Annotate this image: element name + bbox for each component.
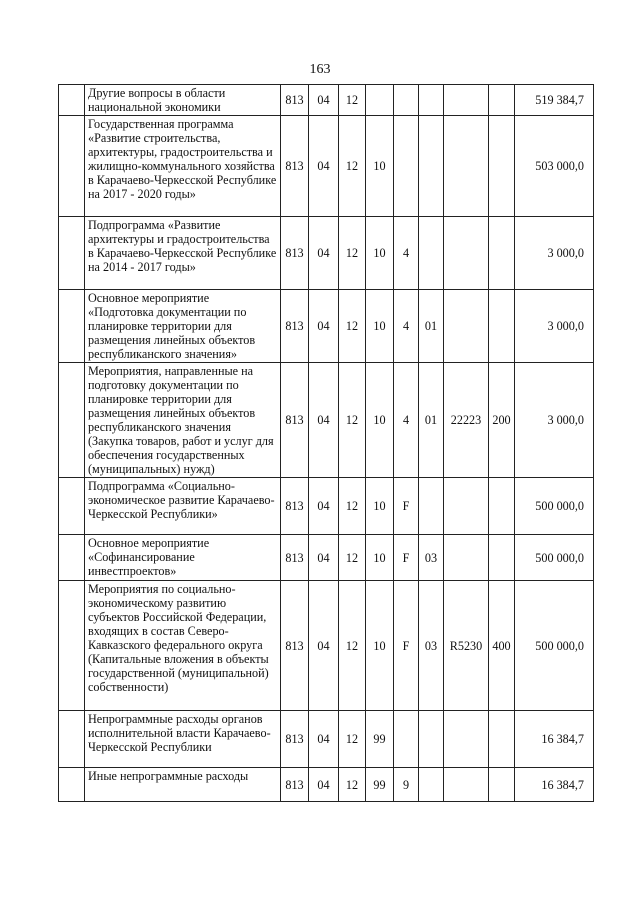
table-row — [59, 116, 594, 217]
subprogram-code-cell: 4 — [394, 363, 419, 478]
page-number: 163 — [309, 62, 331, 77]
ministry-code-cell: 813 — [281, 711, 309, 768]
row-number-cell — [59, 290, 85, 363]
section-code-cell: 04 — [309, 363, 339, 478]
amount-cell: 519 384,7 — [515, 85, 594, 116]
item-name-cell: Основное мероприятие «Подготовка документации по планировке территории для размещения линейных объектов республиканского значения» — [85, 290, 281, 363]
expense-type-cell — [489, 768, 515, 802]
table-row — [59, 85, 594, 116]
direction-code-cell — [444, 85, 489, 116]
item-name-cell: Мероприятия по социально-экономическому развитию субъектов Российской Федерации, входящих в состав Северо-Кавказского федерального округа (Капитальные вложения в объекты государственной (муниципальной) собственности) — [85, 581, 281, 711]
amount-cell: 503 000,0 — [515, 116, 594, 217]
table-row — [59, 217, 594, 290]
subsection-code-cell: 12 — [339, 478, 366, 535]
expense-type-cell — [489, 85, 515, 116]
ministry-code-cell: 813 — [281, 290, 309, 363]
amount-cell: 16 384,7 — [515, 768, 594, 802]
subprogram-code-cell — [394, 116, 419, 217]
direction-code-cell: R5230 — [444, 581, 489, 711]
table-body — [59, 85, 594, 802]
item-name-cell: Подпрограмма «Социально-экономическое развитие Карачаево-Черкесской Республики» — [85, 478, 281, 535]
row-number-cell — [59, 535, 85, 581]
direction-code-cell — [444, 116, 489, 217]
expense-type-cell: 200 — [489, 363, 515, 478]
subsection-code-cell: 12 — [339, 363, 366, 478]
subsection-code-cell: 12 — [339, 217, 366, 290]
event-code-cell — [419, 478, 444, 535]
expense-type-cell — [489, 116, 515, 217]
row-number-cell — [59, 85, 85, 116]
subprogram-code-cell — [394, 85, 419, 116]
subsection-code-cell: 12 — [339, 535, 366, 581]
program-code-cell: 10 — [366, 116, 394, 217]
program-code-cell: 10 — [366, 535, 394, 581]
item-name-cell: Основное мероприятие «Софинансирование инвестпроектов» — [85, 535, 281, 581]
amount-cell: 500 000,0 — [515, 581, 594, 711]
program-code-cell: 10 — [366, 363, 394, 478]
program-code-cell: 10 — [366, 217, 394, 290]
subprogram-code-cell: F — [394, 478, 419, 535]
event-code-cell — [419, 85, 444, 116]
direction-code-cell — [444, 768, 489, 802]
item-name-cell: Иные непрограммные расходы — [85, 768, 281, 802]
subprogram-code-cell: 9 — [394, 768, 419, 802]
expense-type-cell — [489, 217, 515, 290]
subsection-code-cell: 12 — [339, 711, 366, 768]
program-code-cell — [366, 85, 394, 116]
item-name-cell: Подпрограмма «Развитие архитектуры и градостроительства в Карачаево-Черкесской Республике на 2014 - 2017 годы» — [85, 217, 281, 290]
event-code-cell: 03 — [419, 535, 444, 581]
ministry-code-cell: 813 — [281, 581, 309, 711]
program-code-cell: 10 — [366, 478, 394, 535]
ministry-code-cell: 813 — [281, 116, 309, 217]
subprogram-code-cell: F — [394, 581, 419, 711]
table-row — [59, 290, 594, 363]
expense-type-cell — [489, 478, 515, 535]
table-row — [59, 711, 594, 768]
event-code-cell: 01 — [419, 363, 444, 478]
section-code-cell: 04 — [309, 581, 339, 711]
program-code-cell: 99 — [366, 768, 394, 802]
event-code-cell — [419, 768, 444, 802]
subsection-code-cell: 12 — [339, 116, 366, 217]
table-row — [59, 478, 594, 535]
event-code-cell — [419, 217, 444, 290]
expense-type-cell — [489, 535, 515, 581]
section-code-cell: 04 — [309, 217, 339, 290]
section-code-cell: 04 — [309, 290, 339, 363]
event-code-cell: 03 — [419, 581, 444, 711]
event-code-cell — [419, 711, 444, 768]
item-name-cell: Государственная программа «Развитие строительства, архитектуры, градостроительства и жилищно-коммунального хозяйства в Карачаево-Черкесской Республике на 2017 - 2020 годы» — [85, 116, 281, 217]
row-number-cell — [59, 581, 85, 711]
row-number-cell — [59, 363, 85, 478]
subsection-code-cell: 12 — [339, 85, 366, 116]
amount-cell: 500 000,0 — [515, 478, 594, 535]
amount-cell: 3 000,0 — [515, 217, 594, 290]
program-code-cell: 10 — [366, 290, 394, 363]
program-code-cell: 10 — [366, 581, 394, 711]
table-row — [59, 581, 594, 711]
budget-table — [58, 84, 594, 802]
direction-code-cell — [444, 290, 489, 363]
section-code-cell: 04 — [309, 85, 339, 116]
table-row — [59, 363, 594, 478]
ministry-code-cell: 813 — [281, 85, 309, 116]
direction-code-cell — [444, 535, 489, 581]
row-number-cell — [59, 478, 85, 535]
section-code-cell: 04 — [309, 478, 339, 535]
row-number-cell — [59, 711, 85, 768]
program-code-cell: 99 — [366, 711, 394, 768]
section-code-cell: 04 — [309, 116, 339, 217]
subprogram-code-cell: 4 — [394, 290, 419, 363]
section-code-cell: 04 — [309, 535, 339, 581]
expense-type-cell: 400 — [489, 581, 515, 711]
direction-code-cell — [444, 711, 489, 768]
expense-type-cell — [489, 290, 515, 363]
item-name-cell: Другие вопросы в области национальной экономики — [85, 85, 281, 116]
subprogram-code-cell — [394, 711, 419, 768]
section-code-cell: 04 — [309, 768, 339, 802]
amount-cell: 16 384,7 — [515, 711, 594, 768]
section-code-cell: 04 — [309, 711, 339, 768]
direction-code-cell — [444, 478, 489, 535]
event-code-cell — [419, 116, 444, 217]
expense-type-cell — [489, 711, 515, 768]
subsection-code-cell: 12 — [339, 581, 366, 711]
row-number-cell — [59, 116, 85, 217]
ministry-code-cell: 813 — [281, 768, 309, 802]
amount-cell: 3 000,0 — [515, 290, 594, 363]
item-name-cell: Непрограммные расходы органов исполнительной власти Карачаево-Черкесской Республики — [85, 711, 281, 768]
amount-cell: 500 000,0 — [515, 535, 594, 581]
item-name-cell: Мероприятия, направленные на подготовку документации по планировке территории для размещения линейных объектов республиканского значения (Закупка товаров, работ и услуг для обеспечения государственных (муниципальных) нужд) — [85, 363, 281, 478]
row-number-cell — [59, 217, 85, 290]
ministry-code-cell: 813 — [281, 535, 309, 581]
ministry-code-cell: 813 — [281, 363, 309, 478]
subsection-code-cell: 12 — [339, 768, 366, 802]
ministry-code-cell: 813 — [281, 217, 309, 290]
direction-code-cell — [444, 217, 489, 290]
direction-code-cell: 22223 — [444, 363, 489, 478]
subprogram-code-cell: F — [394, 535, 419, 581]
table-row — [59, 535, 594, 581]
amount-cell: 3 000,0 — [515, 363, 594, 478]
row-number-cell — [59, 768, 85, 802]
subprogram-code-cell: 4 — [394, 217, 419, 290]
subsection-code-cell: 12 — [339, 290, 366, 363]
event-code-cell: 01 — [419, 290, 444, 363]
ministry-code-cell: 813 — [281, 478, 309, 535]
table-row — [59, 768, 594, 802]
